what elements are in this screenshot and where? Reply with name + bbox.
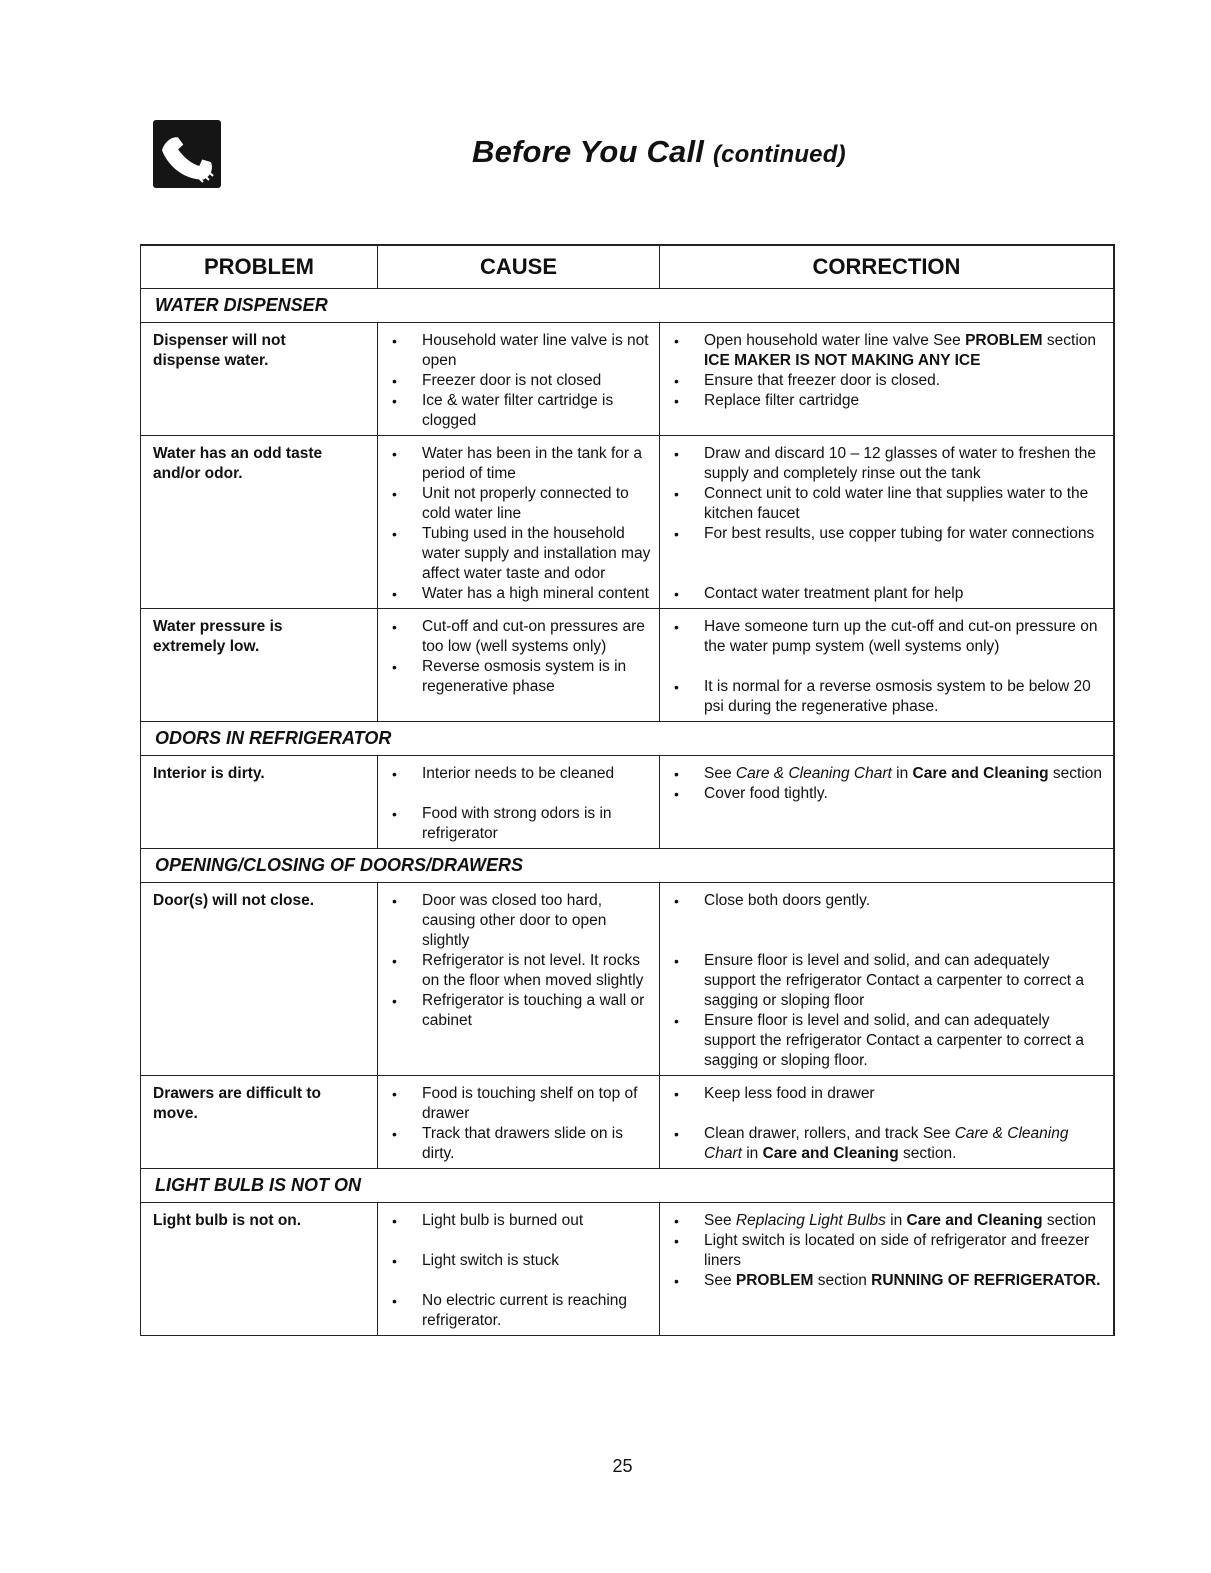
cause-cell xyxy=(377,883,659,1075)
correction-item xyxy=(668,1271,1103,1291)
page-title-suffix: (continued) xyxy=(712,141,846,168)
problem-text: Water pressure is extremely low. xyxy=(153,618,283,655)
correction-cell xyxy=(659,609,1113,721)
problem-cell xyxy=(141,756,377,848)
correction-text: For best results, use copper tubing for water connections xyxy=(704,525,1095,542)
column-header-problem: PROBLEM xyxy=(204,254,314,279)
correction-text: Care and Cleaning xyxy=(912,765,1049,782)
problem-cell xyxy=(141,323,377,435)
correction-text: Care & Cleaning Chart xyxy=(735,765,892,782)
page-number: 25 xyxy=(612,1456,633,1476)
table-row xyxy=(141,436,1113,609)
correction-cell xyxy=(659,436,1113,608)
correction-cell xyxy=(659,1203,1113,1335)
cause-cell xyxy=(377,323,659,435)
correction-text: Draw and discard 10 – 12 glasses of water to freshen the supply and completely rinse out the tank xyxy=(704,445,1097,482)
correction-text: section xyxy=(1042,1212,1097,1229)
cause-item: • No electric current is reaching refrigerator. xyxy=(386,1291,653,1331)
page-title xyxy=(472,134,846,170)
cause-item: • Water has been in the tank for a period of time xyxy=(386,444,653,484)
correction-item xyxy=(668,891,1103,911)
correction-text: section xyxy=(1042,332,1097,349)
table-row xyxy=(141,1076,1113,1169)
cause-item: • Cut-off and cut-on pressures are too low (well systems only) xyxy=(386,617,653,657)
correction-cell xyxy=(659,323,1113,435)
problem-cell xyxy=(141,609,377,721)
problem-cell xyxy=(141,883,377,1075)
correction-item xyxy=(668,524,1103,544)
section-heading: WATER DISPENSER xyxy=(141,289,1113,323)
correction-text: section xyxy=(813,1272,872,1289)
correction-list xyxy=(668,764,1103,804)
table-header-row xyxy=(141,246,1113,289)
correction-list xyxy=(668,617,1103,717)
problem-text: Drawers are difficult to move. xyxy=(153,1085,321,1122)
section-heading: OPENING/CLOSING OF DOORS/DRAWERS xyxy=(141,849,1113,883)
correction-list xyxy=(668,331,1103,411)
correction-text: See xyxy=(704,1272,736,1289)
cause-item: • Food with strong odors is in refrigerator xyxy=(386,804,653,844)
correction-item xyxy=(668,1124,1103,1164)
problem-text: Water has an odd taste and/or odor. xyxy=(153,445,323,482)
correction-text: Close both doors gently. xyxy=(704,892,871,909)
cause-cell xyxy=(377,1076,659,1168)
cause-cell xyxy=(377,1203,659,1335)
correction-text: Care and Cleaning xyxy=(762,1145,899,1162)
telephone-handset-icon xyxy=(153,120,221,188)
problem-cell xyxy=(141,436,377,608)
correction-item xyxy=(668,1231,1103,1271)
correction-item xyxy=(668,371,1103,391)
cause-list xyxy=(386,617,653,697)
problem-text: Door(s) will not close. xyxy=(153,892,315,909)
correction-text: in xyxy=(741,1145,763,1162)
correction-item xyxy=(668,1011,1103,1071)
correction-cell xyxy=(659,883,1113,1075)
correction-text: Care and Cleaning xyxy=(906,1212,1043,1229)
cause-item: • Interior needs to be cleaned xyxy=(386,764,653,784)
problem-text: Dispenser will not dispense water. xyxy=(153,332,286,369)
correction-list xyxy=(668,1211,1103,1291)
cause-item: • Door was closed too hard, causing other door to open slightly xyxy=(386,891,653,951)
cause-cell xyxy=(377,436,659,608)
correction-list xyxy=(668,891,1103,1071)
correction-list xyxy=(668,1084,1103,1164)
correction-item xyxy=(668,331,1103,371)
cause-item: • Unit not properly connected to cold water line xyxy=(386,484,653,524)
cause-item: • Water has a high mineral content xyxy=(386,584,653,604)
problem-cell xyxy=(141,1076,377,1168)
correction-text: Keep less food in drawer xyxy=(704,1085,875,1102)
correction-text: See xyxy=(704,1212,736,1229)
problem-text: Light bulb is not on. xyxy=(153,1212,302,1229)
correction-text: in xyxy=(891,765,913,782)
correction-text: See xyxy=(704,765,736,782)
page-title-main: Before You Call xyxy=(472,134,705,169)
correction-item xyxy=(668,764,1103,784)
cause-list xyxy=(386,764,653,844)
correction-item xyxy=(668,1084,1103,1104)
correction-cell xyxy=(659,1076,1113,1168)
problem-text: Interior is dirty. xyxy=(153,765,265,782)
table-row xyxy=(141,883,1113,1076)
cause-list xyxy=(386,331,653,431)
correction-text: It is normal for a reverse osmosis system to be below 20 psi during the regenerative phase. xyxy=(704,678,1091,715)
correction-item xyxy=(668,677,1103,717)
correction-text: Clean drawer, rollers, and track See xyxy=(704,1125,955,1142)
cause-item: • Refrigerator is not level. It rocks on the floor when moved slightly xyxy=(386,951,653,991)
section-heading: LIGHT BULB IS NOT ON xyxy=(141,1169,1113,1203)
cause-item: • Freezer door is not closed xyxy=(386,371,653,391)
cause-item: • Tubing used in the household water supply and installation may affect water taste and odor xyxy=(386,524,653,584)
correction-text: Contact water treatment plant for help xyxy=(704,585,964,602)
correction-item xyxy=(668,784,1103,804)
correction-text: Light switch is located on side of refrigerator and freezer liners xyxy=(704,1232,1090,1269)
correction-text: ICE MAKER IS NOT MAKING ANY ICE xyxy=(704,352,981,369)
cause-cell xyxy=(377,756,659,848)
correction-text: Connect unit to cold water line that supplies water to the kitchen faucet xyxy=(704,485,1089,522)
table-row xyxy=(141,1203,1113,1335)
correction-cell xyxy=(659,756,1113,848)
correction-text: Care & Cleaning Chart xyxy=(704,1125,1069,1162)
correction-text: Have someone turn up the cut-off and cut-on pressure on the water pump system (well systems only) xyxy=(704,618,1098,655)
cause-list xyxy=(386,444,653,604)
cause-item: • Light switch is stuck xyxy=(386,1251,653,1271)
correction-item xyxy=(668,584,1103,604)
table-row xyxy=(141,323,1113,436)
correction-text: Ensure that freezer door is closed. xyxy=(704,372,941,389)
correction-text: PROBLEM xyxy=(965,332,1043,349)
correction-list xyxy=(668,444,1103,604)
cause-item: • Track that drawers slide on is dirty. xyxy=(386,1124,653,1164)
correction-text: Open household water line valve See xyxy=(704,332,966,349)
correction-text: Ensure floor is level and solid, and can adequately support the refrigerator Contact a carpenter to correct a sagging or sloping floor xyxy=(704,952,1084,1009)
cause-item: • Food is touching shelf on top of drawer xyxy=(386,1084,653,1124)
cause-cell xyxy=(377,609,659,721)
correction-text: PROBLEM xyxy=(735,1272,814,1289)
cause-item: • Reverse osmosis system is in regenerative phase xyxy=(386,657,653,697)
correction-text: RUNNING OF REFRIGERATOR. xyxy=(871,1272,1101,1289)
correction-item xyxy=(668,617,1103,657)
correction-item xyxy=(668,484,1103,524)
correction-item xyxy=(668,1211,1103,1231)
correction-text: Replace filter cartridge xyxy=(704,392,860,409)
correction-text: Ensure floor is level and solid, and can adequately support the refrigerator Contact a carpenter to correct a sagging or sloping floor. xyxy=(704,1012,1084,1069)
correction-text: Replacing Light Bulbs xyxy=(735,1212,886,1229)
table-row xyxy=(141,756,1113,849)
correction-text: section xyxy=(1048,765,1103,782)
correction-text: Cover food tightly. xyxy=(704,785,828,802)
cause-item: • Refrigerator is touching a wall or cabinet xyxy=(386,991,653,1031)
correction-item xyxy=(668,444,1103,484)
column-header-correction: CORRECTION xyxy=(659,246,1113,288)
section-heading: ODORS IN REFRIGERATOR xyxy=(141,722,1113,756)
correction-item xyxy=(668,391,1103,411)
correction-text: section. xyxy=(898,1145,957,1162)
cause-list xyxy=(386,1211,653,1331)
cause-list xyxy=(386,1084,653,1164)
cause-list xyxy=(386,891,653,1031)
cause-item: • Ice & water filter cartridge is clogged xyxy=(386,391,653,431)
cause-item: • Household water line valve is not open xyxy=(386,331,653,371)
correction-text: in xyxy=(885,1212,907,1229)
troubleshooting-table xyxy=(140,244,1115,1336)
cause-item: • Light bulb is burned out xyxy=(386,1211,653,1231)
column-header-cause: CAUSE xyxy=(377,246,659,288)
correction-item xyxy=(668,951,1103,1011)
problem-cell xyxy=(141,1203,377,1335)
table-row xyxy=(141,609,1113,722)
